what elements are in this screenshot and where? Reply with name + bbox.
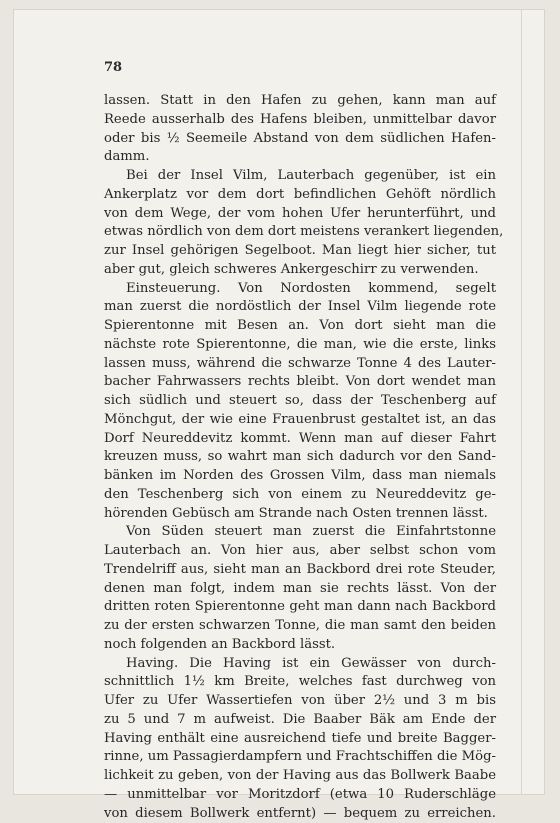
text-line: Lauterbach an. Von hier aus, aber selbst schon vom xyxy=(104,542,496,561)
text-line: schnittlich 1½ km Breite, welches fast durchweg von xyxy=(104,673,496,692)
text-line: Ankerplatz vor dem dort befindlichen Gehöft nördlich xyxy=(104,186,496,205)
page-crease xyxy=(521,10,522,794)
body-text xyxy=(104,92,496,823)
text-line: bacher Fahrwassers rechts bleibt. Von dort wendet man xyxy=(104,373,496,392)
text-line: Dorf Neureddevitz kommt. Wenn man auf dieser Fahrt xyxy=(104,430,496,449)
book-page xyxy=(14,10,544,794)
text-line: Von Süden steuert man zuerst die Einfahrtstonne xyxy=(104,523,496,542)
text-line: nächste rote Spierentonne, die man, wie die erste, links xyxy=(104,336,496,355)
text-line: lichkeit zu geben, von der Having aus das Bollwerk Baabe xyxy=(104,767,496,786)
text-line: zur Insel gehörigen Segelboot. Man liegt hier sicher, tut xyxy=(104,242,496,261)
text-line: damm. xyxy=(104,148,496,167)
text-line: Einsteuerung. Von Nordosten kommend, segelt xyxy=(104,280,496,299)
text-line: Bei der Insel Vilm, Lauterbach gegenüber, ist ein xyxy=(104,167,496,186)
text-line: aber gut, gleich schweres Ankergeschirr zu verwenden. xyxy=(104,261,496,280)
text-line: denen man folgt, indem man sie rechts lässt. Von der xyxy=(104,580,496,599)
page-number: 78 xyxy=(104,60,122,75)
text-line: oder bis ½ Seemeile Abstand von dem südlichen Hafen- xyxy=(104,130,496,149)
text-line: etwas nördlich von dem dort meistens verankert liegenden, xyxy=(104,223,496,242)
text-line: Having. Die Having ist ein Gewässer von durch- xyxy=(104,655,496,674)
text-line: noch folgenden an Backbord lässt. xyxy=(104,636,496,655)
text-line: bänken im Norden des Grossen Vilm, dass man niemals xyxy=(104,467,496,486)
text-line: kreuzen muss, so wahrt man sich dadurch vor den Sand- xyxy=(104,448,496,467)
text-line: lassen muss, während die schwarze Tonne 4 des Lauter- xyxy=(104,355,496,374)
text-line: Ufer zu Ufer Wassertiefen von über 2½ und 3 m bis xyxy=(104,692,496,711)
text-line: zu der ersten schwarzen Tonne, die man samt den beiden xyxy=(104,617,496,636)
text-line: Spierentonne mit Besen an. Von dort sieht man die xyxy=(104,317,496,336)
text-line: zu 5 und 7 m aufweist. Die Baaber Bäk am Ende der xyxy=(104,711,496,730)
text-line: sich südlich und steuert so, dass der Teschenberg auf xyxy=(104,392,496,411)
text-line: von dem Wege, der vom hohen Ufer herunterführt, und xyxy=(104,205,496,224)
text-line: — unmittelbar vor Moritzdorf (etwa 10 Ruderschläge xyxy=(104,786,496,805)
text-line: Having enthält eine ausreichend tiefe und breite Bagger- xyxy=(104,730,496,749)
text-line: Mönchgut, der wie eine Frauenbrust gestaltet ist, an das xyxy=(104,411,496,430)
text-line: den Teschenberg sich von einem zu Neureddevitz ge- xyxy=(104,486,496,505)
text-line: man zuerst die nordöstlich der Insel Vilm liegende rote xyxy=(104,298,496,317)
text-line: dritten roten Spierentonne geht man dann nach Backbord xyxy=(104,598,496,617)
text-line: Reede ausserhalb des Hafens bleiben, unmittelbar davor xyxy=(104,111,496,130)
text-line: von diesem Bollwerk entfernt) — bequem zu erreichen. xyxy=(104,805,496,823)
text-line: rinne, um Passagierdampfern und Frachtschiffen die Mög- xyxy=(104,748,496,767)
text-line: Trendelriff aus, sieht man an Backbord drei rote Steuder, xyxy=(104,561,496,580)
text-line: hörenden Gebüsch am Strande nach Osten trennen lässt. xyxy=(104,505,496,524)
text-line: lassen. Statt in den Hafen zu gehen, kann man auf xyxy=(104,92,496,111)
